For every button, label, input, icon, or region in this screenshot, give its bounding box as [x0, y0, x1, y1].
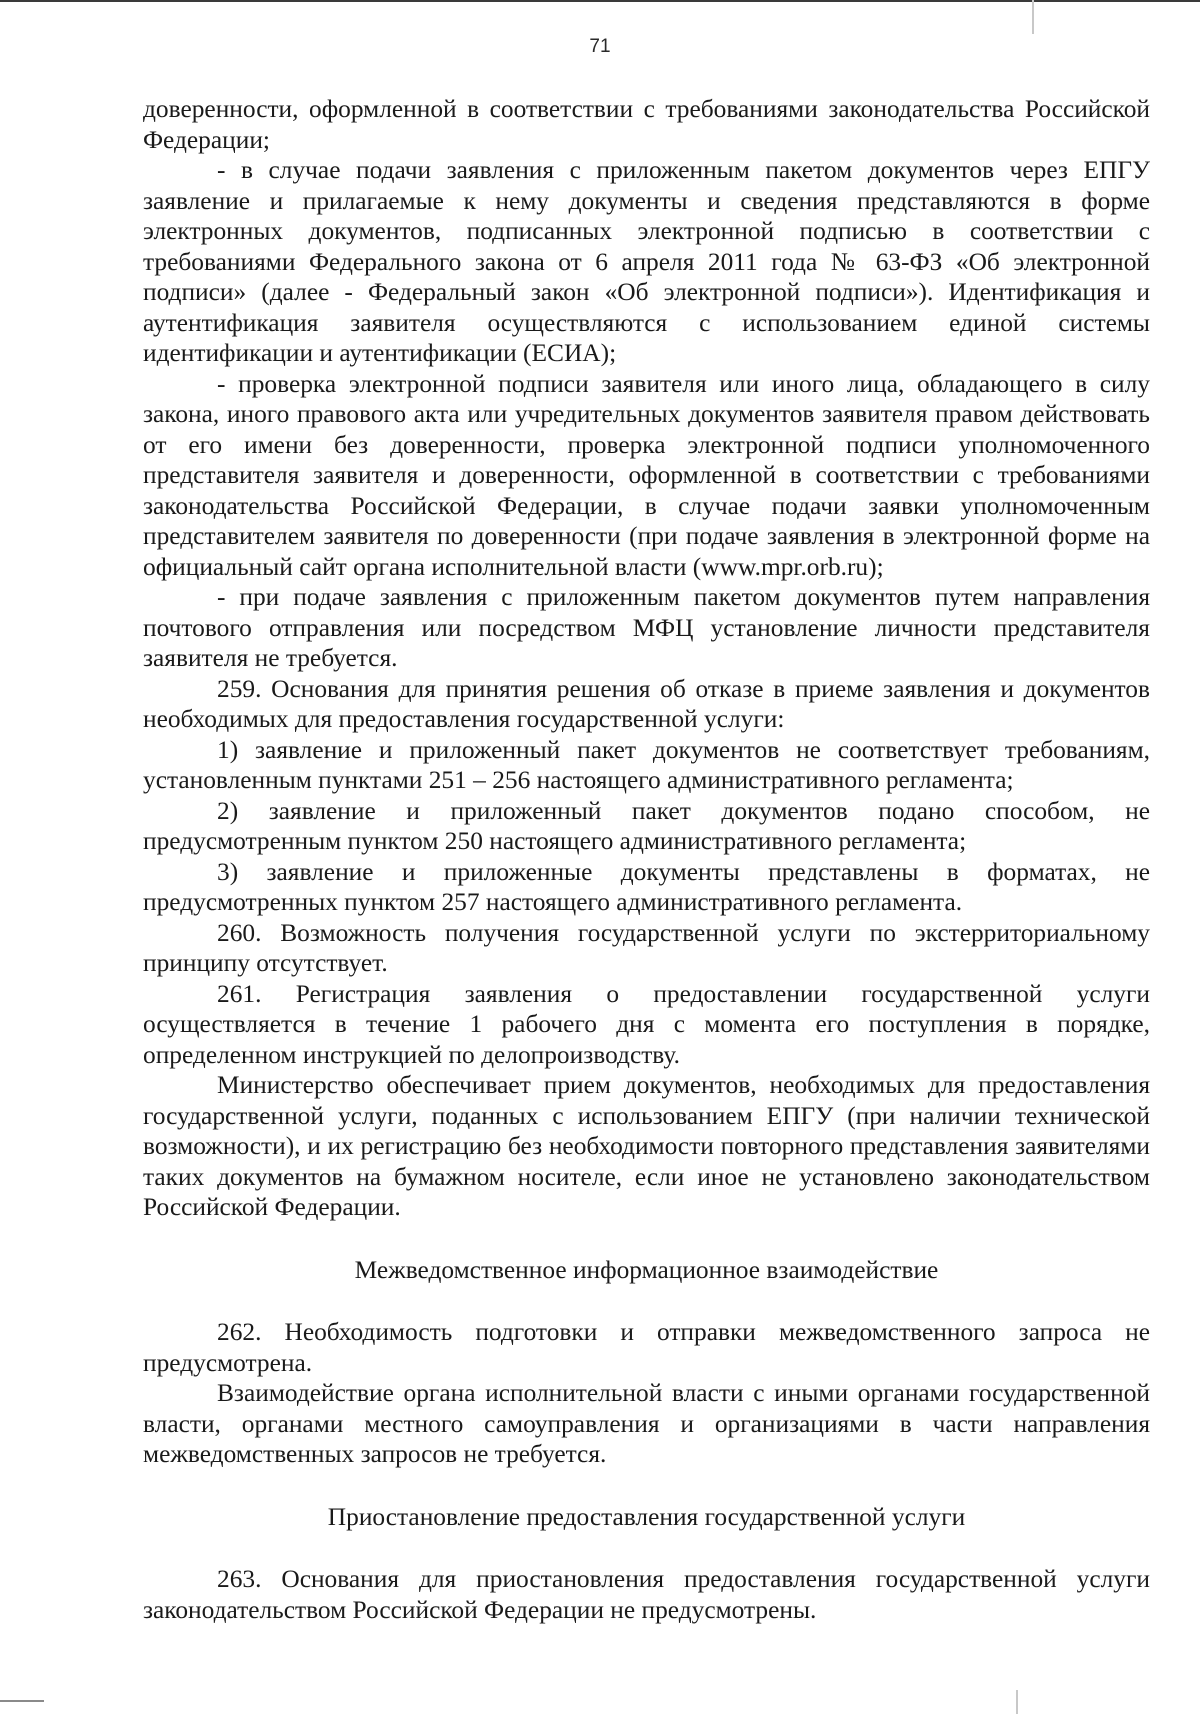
- scan-border-top: [0, 0, 1200, 2]
- page-number: 71: [589, 36, 611, 57]
- paragraph: доверенности, оформленной в соответствии с требованиями законодательства Российской Федерации;: [143, 95, 1150, 154]
- document-body: [143, 94, 1150, 1625]
- section-heading: Приостановление предоставления государственной услуги: [327, 1502, 966, 1531]
- paragraph-262: 262. Необходимость подготовки и отправки межведомственного запроса не предусмотрена.: [143, 1318, 1150, 1377]
- paragraph-263: 263. Основания для приостановления предоставления государственной услуги законодательством Российской Федерации не предусмотрены.: [143, 1565, 1150, 1624]
- list-item-1: 1) заявление и приложенный пакет документов не соответствует требованиям, установленным пунктами 251 – 256 настоящего административного регламента;: [143, 735, 1150, 794]
- section-heading: Межведомственное информационное взаимодействие: [354, 1255, 939, 1284]
- paragraph: - в случае подачи заявления с приложенным пакетом документов через ЕПГУ заявление и прилагаемые к нему документы и сведения представляются в форме электронных документов, подписанных электронной подписью в соответствии с требованиями Федерального закона от 6 апреля 2011 года № 63-ФЗ «Об электронной подписи» (далее - Федеральный закон «Об электронной подписи»). Идентификация и аутентификация заявителя осуществляются с использованием единой системы идентификации и аутентификации (ЕСИА);: [143, 156, 1150, 367]
- paragraph: - проверка электронной подписи заявителя или иного лица, обладающего в силу закона, иного правового акта или учредительных документов заявителя правом действовать от его имени без доверенности, проверка электронной подписи уполномоченного представителя заявителя и доверенности, оформленной в соответствии с требованиями законодательства Российской Федерации, в случае подачи заявки уполномоченным представителем заявителя по доверенности (при подаче заявления в электронной форме на официальный сайт органа исполнительной власти (www.mpr.orb.ru);: [143, 369, 1150, 581]
- scan-mark: [0, 1700, 44, 1702]
- paragraph-261: 261. Регистрация заявления о предоставлении государственной услуги осуществляется в течение 1 рабочего дня с момента его поступления в порядке, определенном инструкцией по делопроизводству.: [143, 979, 1150, 1069]
- paragraph: - при подаче заявления с приложенным пакетом документов путем направления почтового отправления или посредством МФЦ установление личности представителя заявителя не требуется.: [143, 583, 1150, 672]
- list-item-3: 3) заявление и приложенные документы представлены в форматах, не предусмотренных пунктом 257 настоящего административного регламента.: [143, 857, 1150, 916]
- paragraph: Взаимодействие органа исполнительной власти с иными органами государственной власти, органами местного самоуправления и организациями в части направления межведомственных запросов не требуется.: [143, 1379, 1150, 1468]
- paragraph: Министерство обеспечивает прием документов, необходимых для предоставления государственной услуги, поданных с использованием ЕПГУ (при наличии технической возможности), и их регистрацию без необходимости повторного представления заявителями таких документов на бумажном носителе, если иное не установлено законодательством Российской Федерации.: [143, 1071, 1150, 1221]
- paragraph-259: 259. Основания для принятия решения об отказе в приеме заявления и документов необходимых для предоставления государственной услуги:: [143, 674, 1150, 733]
- paragraph-260: 260. Возможность получения государственной услуги по экстерриториальному принципу отсутствует.: [143, 918, 1150, 977]
- list-item-2: 2) заявление и приложенный пакет документов подано способом, не предусмотренным пунктом 250 настоящего административного регламента;: [143, 796, 1150, 855]
- scan-mark: [1032, 0, 1034, 34]
- scan-mark: [1016, 1690, 1018, 1714]
